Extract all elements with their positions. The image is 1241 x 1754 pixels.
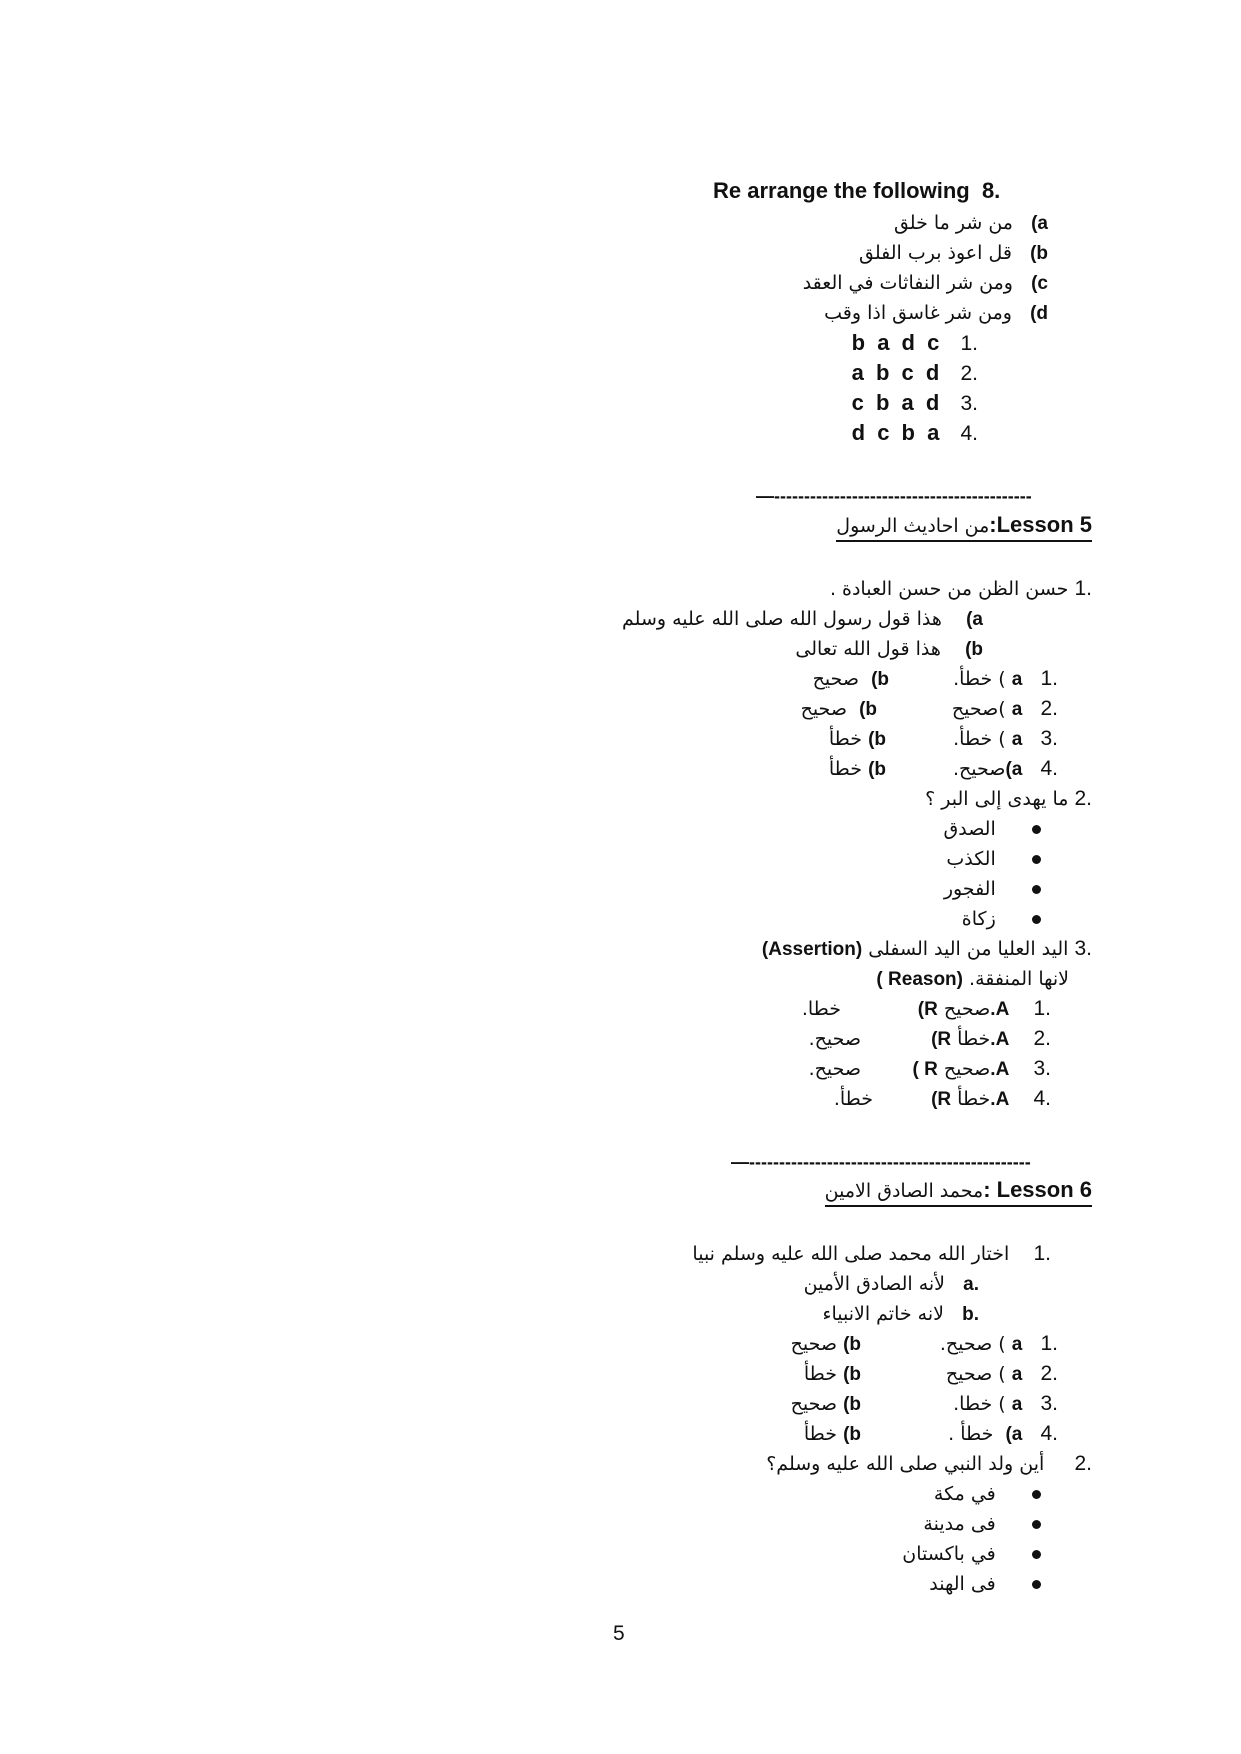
l6-q2-bullet-3: في باكستان [902,1542,1041,1566]
l6-q1-answer-1: .1 a ) صحيح. [939,1332,1058,1355]
lesson5-title: من احاديث الرسول [836,515,990,537]
l6-q2-bullet-4: فى الهند [929,1572,1041,1596]
l5-q1-sub-a: a) هذا قول رسول الله صلى الله عليه وسلم [622,608,983,630]
l6-q1-answer-4-b: b) خطأ [803,1423,861,1445]
l5-q1-answer-3-b: b) خطأ [828,728,886,750]
bullet-icon [1032,1490,1041,1499]
l5-q2: .2 ما يهدى إلى البر ؟ [925,787,1092,810]
l5-q2-bullet-1: الصدق [943,817,1041,841]
q8-number: 8. [981,178,1001,203]
l6-q1-answer-3: .3 a ) خطا. [953,1392,1058,1415]
l6-q1-answer-2: .2 a ) صحيح [945,1362,1058,1385]
l5-q3-answer-1-r: خطا. [801,998,841,1020]
l5-q2-bullet-2: الكذب [946,847,1041,871]
l5-q3-answer-4-r: خطأ. [833,1088,873,1110]
q8-heading [713,179,1000,203]
bullet-icon [1032,915,1041,924]
lesson6-title: محمد الصادق الامين [824,1180,984,1202]
l6-q2-bullet-2: فى مدينة [923,1512,1041,1536]
l6-q2-bullet-1: في مكة [934,1482,1041,1506]
l5-q1-sub-b: b) هذا قول الله تعالى [795,638,983,660]
l5-q3-answer-4: .4 .Aخطأ (R [931,1087,1051,1110]
l6-q1-answer-2-b: b) خطأ [803,1363,861,1385]
q8-option-2: .2 a b c d [851,360,978,385]
bullet-icon [1032,825,1041,834]
l6-q1-sub-b: .b لانه خاتم الانبياء [822,1303,979,1325]
l5-q2-bullet-4: زكاة [962,907,1041,931]
bullet-icon [1032,1580,1041,1589]
lesson5-label: :Lesson 5 [989,512,1092,537]
l5-q1: .1 حسن الظن من حسن العبادة . [829,577,1092,600]
q8-item-d: d) ومن شر غاسق اذا وقب [824,302,1048,324]
lesson6-label: : Lesson 6 [983,1177,1092,1202]
separator-1: —------------------------------------------- [756,486,1032,506]
l5-q3-answer-3: .3 .Aصحيح ( R [912,1057,1051,1080]
l5-q3-answer-2-r: صحيح. [808,1028,861,1050]
l6-q1-answer-1-b: b) صحيح [790,1333,861,1355]
q8-item-c: c) ومن شر النفاثات في العقد [802,272,1048,294]
l5-q1-answer-4: .4 a)صحيح. [953,757,1058,780]
l5-q1-answer-4-b: b) خطأ [828,758,886,780]
l5-q2-bullet-3: الفجور [944,877,1041,901]
q8-option-4: .4 d c b a [851,420,978,445]
l5-q1-answer-1-b: b) صحيح [812,668,889,690]
l6-q1-sub-a: .a لأنه الصادق الأمين [803,1273,979,1295]
bullet-icon [1032,885,1041,894]
l6-q1: .1 اختار الله محمد صلى الله عليه وسلم نبيا [692,1242,1051,1265]
l5-q3-answer-1: .1 .Aصحيح (R [917,997,1051,1020]
page-number: 5 [613,1622,625,1645]
lesson5-heading [836,512,1092,542]
l5-q3-assertion: .3 اليد العليا من اليد السفلى (Assertion) [761,937,1092,960]
lesson6-heading [825,1177,1092,1207]
q8-item-b: b) قل اعوذ برب الفلق [858,242,1048,264]
l5-q3-answer-2: .2 .Aخطأ (R [931,1027,1051,1050]
l5-q3-reason: لانها المنفقة. ( Reason) [876,968,1069,990]
l5-q1-answer-2: .2 a )صحيح [951,697,1058,720]
l5-q1-answer-2-b: b) صحيح [800,698,877,720]
q8-title: Re arrange the following [713,178,970,203]
l6-q1-answer-4: .4 a) خطأ . [948,1422,1058,1445]
bullet-icon [1032,1550,1041,1559]
q8-option-1: .1 b a d c [851,330,978,355]
bullet-icon [1032,855,1041,864]
l5-q1-answer-3: .3 a ) خطأ. [953,727,1058,750]
separator-2: —----------------------------------------------- [731,1152,1031,1172]
bullet-icon [1032,1520,1041,1529]
l5-q3-answer-3-r: صحيح. [808,1058,861,1080]
l6-q1-answer-3-b: b) صحيح [790,1393,861,1415]
q8-option-3: .3 c b a d [851,390,978,415]
l6-q2: .2 أين ولد النبي صلى الله عليه وسلم؟ [766,1452,1092,1475]
q8-item-a: a) من شر ما خلق [893,212,1048,234]
l5-q1-answer-1: .1 a ) خطأ. [953,667,1058,690]
